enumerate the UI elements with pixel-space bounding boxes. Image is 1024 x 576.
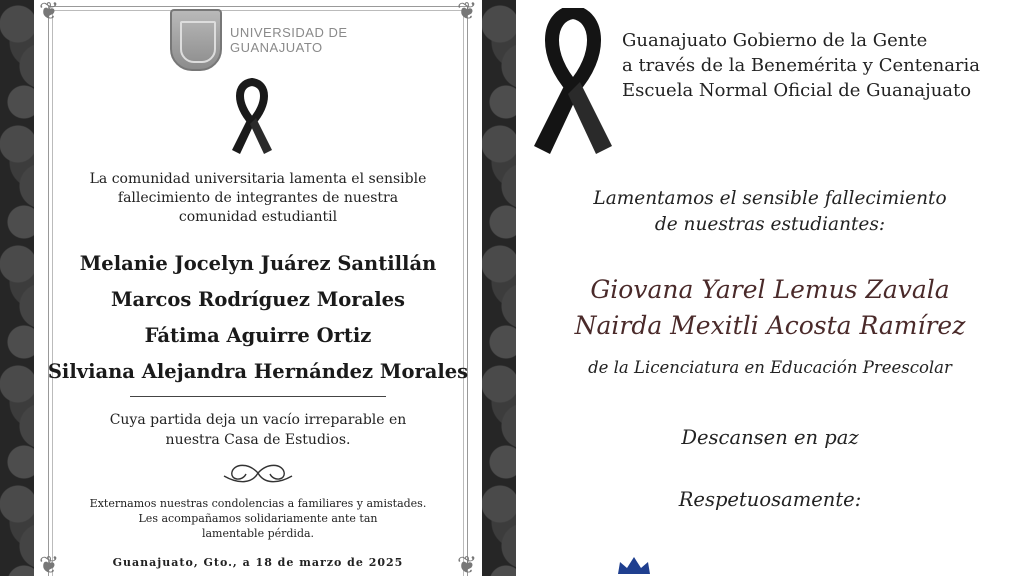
lamentamos-line: de nuestras estudiantes: xyxy=(654,214,886,235)
condol-line: Externamos nuestras condolencias a familiares y amistades. xyxy=(89,497,427,510)
deceased-name: Fátima Aguirre Ortiz xyxy=(144,324,372,347)
deceased-name: Silviana Alejandra Hernández Morales xyxy=(47,360,469,383)
lament-line: fallecimiento de integrantes de nuestra xyxy=(117,190,399,206)
licenciatura-text: de la Licenciatura en Educación Preescolar xyxy=(588,358,952,377)
deceased-names-list xyxy=(34,246,482,390)
deceased-names-list xyxy=(516,272,1024,344)
black-mourning-ribbon-icon xyxy=(226,78,278,156)
floral-background-middle xyxy=(482,0,516,576)
logo-line1: UNIVERSIDAD DE xyxy=(230,25,348,40)
corner-ornament-icon: ❦ xyxy=(456,0,478,25)
lament-paragraph xyxy=(34,170,482,227)
corner-ornament-icon: ❦ xyxy=(38,0,60,25)
deceased-name: Nairda Mexitli Acosta Ramírez xyxy=(574,311,966,340)
title-line: Guanajuato Gobierno de la Gente xyxy=(622,30,928,51)
title-line: Escuela Normal Oficial de Guanajuato xyxy=(622,80,972,101)
condol-line: Les acompañamos solidariamente ante tan xyxy=(138,512,378,525)
crown-icon xyxy=(614,554,654,576)
title-line: a través de la Benemérita y Centenaria xyxy=(622,55,981,76)
floral-background-left xyxy=(0,0,34,576)
lamentamos-line: Lamentamos el sensible fallecimiento xyxy=(593,188,947,209)
lament-line: La comunidad universitaria lamenta el sensible xyxy=(89,171,427,187)
condol-line: lamentable pérdida. xyxy=(201,527,315,540)
deceased-name: Giovana Yarel Lemus Zavala xyxy=(590,275,950,304)
condolences-paragraph xyxy=(34,496,482,541)
black-mourning-ribbon-icon xyxy=(528,8,618,156)
place-date: Guanajuato, Gto., a 18 de marzo de 2025 xyxy=(112,556,404,569)
cuya-line: nuestra Casa de Estudios. xyxy=(165,432,351,448)
university-seal-icon xyxy=(170,9,222,71)
government-title xyxy=(622,28,980,103)
university-logo xyxy=(170,8,348,72)
lament-line: comunidad estudiantil xyxy=(178,209,338,225)
deceased-name: Melanie Jocelyn Juárez Santillán xyxy=(79,252,437,275)
lamentamos-paragraph xyxy=(516,186,1024,238)
logo-line2: GUANAJUATO xyxy=(230,40,323,55)
cuya-line: Cuya partida deja un vacío irreparable en xyxy=(109,412,407,428)
cuya-paragraph xyxy=(34,410,482,450)
normal-school-condolence-card xyxy=(516,0,1024,576)
corner-ornament-icon: ❦ xyxy=(456,551,478,576)
university-condolence-card xyxy=(34,0,482,576)
corner-ornament-icon: ❦ xyxy=(38,551,60,576)
descansen-text: Descansen en paz xyxy=(681,426,859,449)
respetuosamente-text: Respetuosamente: xyxy=(678,488,862,511)
flourish-ornament-icon xyxy=(218,460,298,486)
deceased-name: Marcos Rodríguez Morales xyxy=(110,288,406,311)
divider-line xyxy=(130,396,386,397)
